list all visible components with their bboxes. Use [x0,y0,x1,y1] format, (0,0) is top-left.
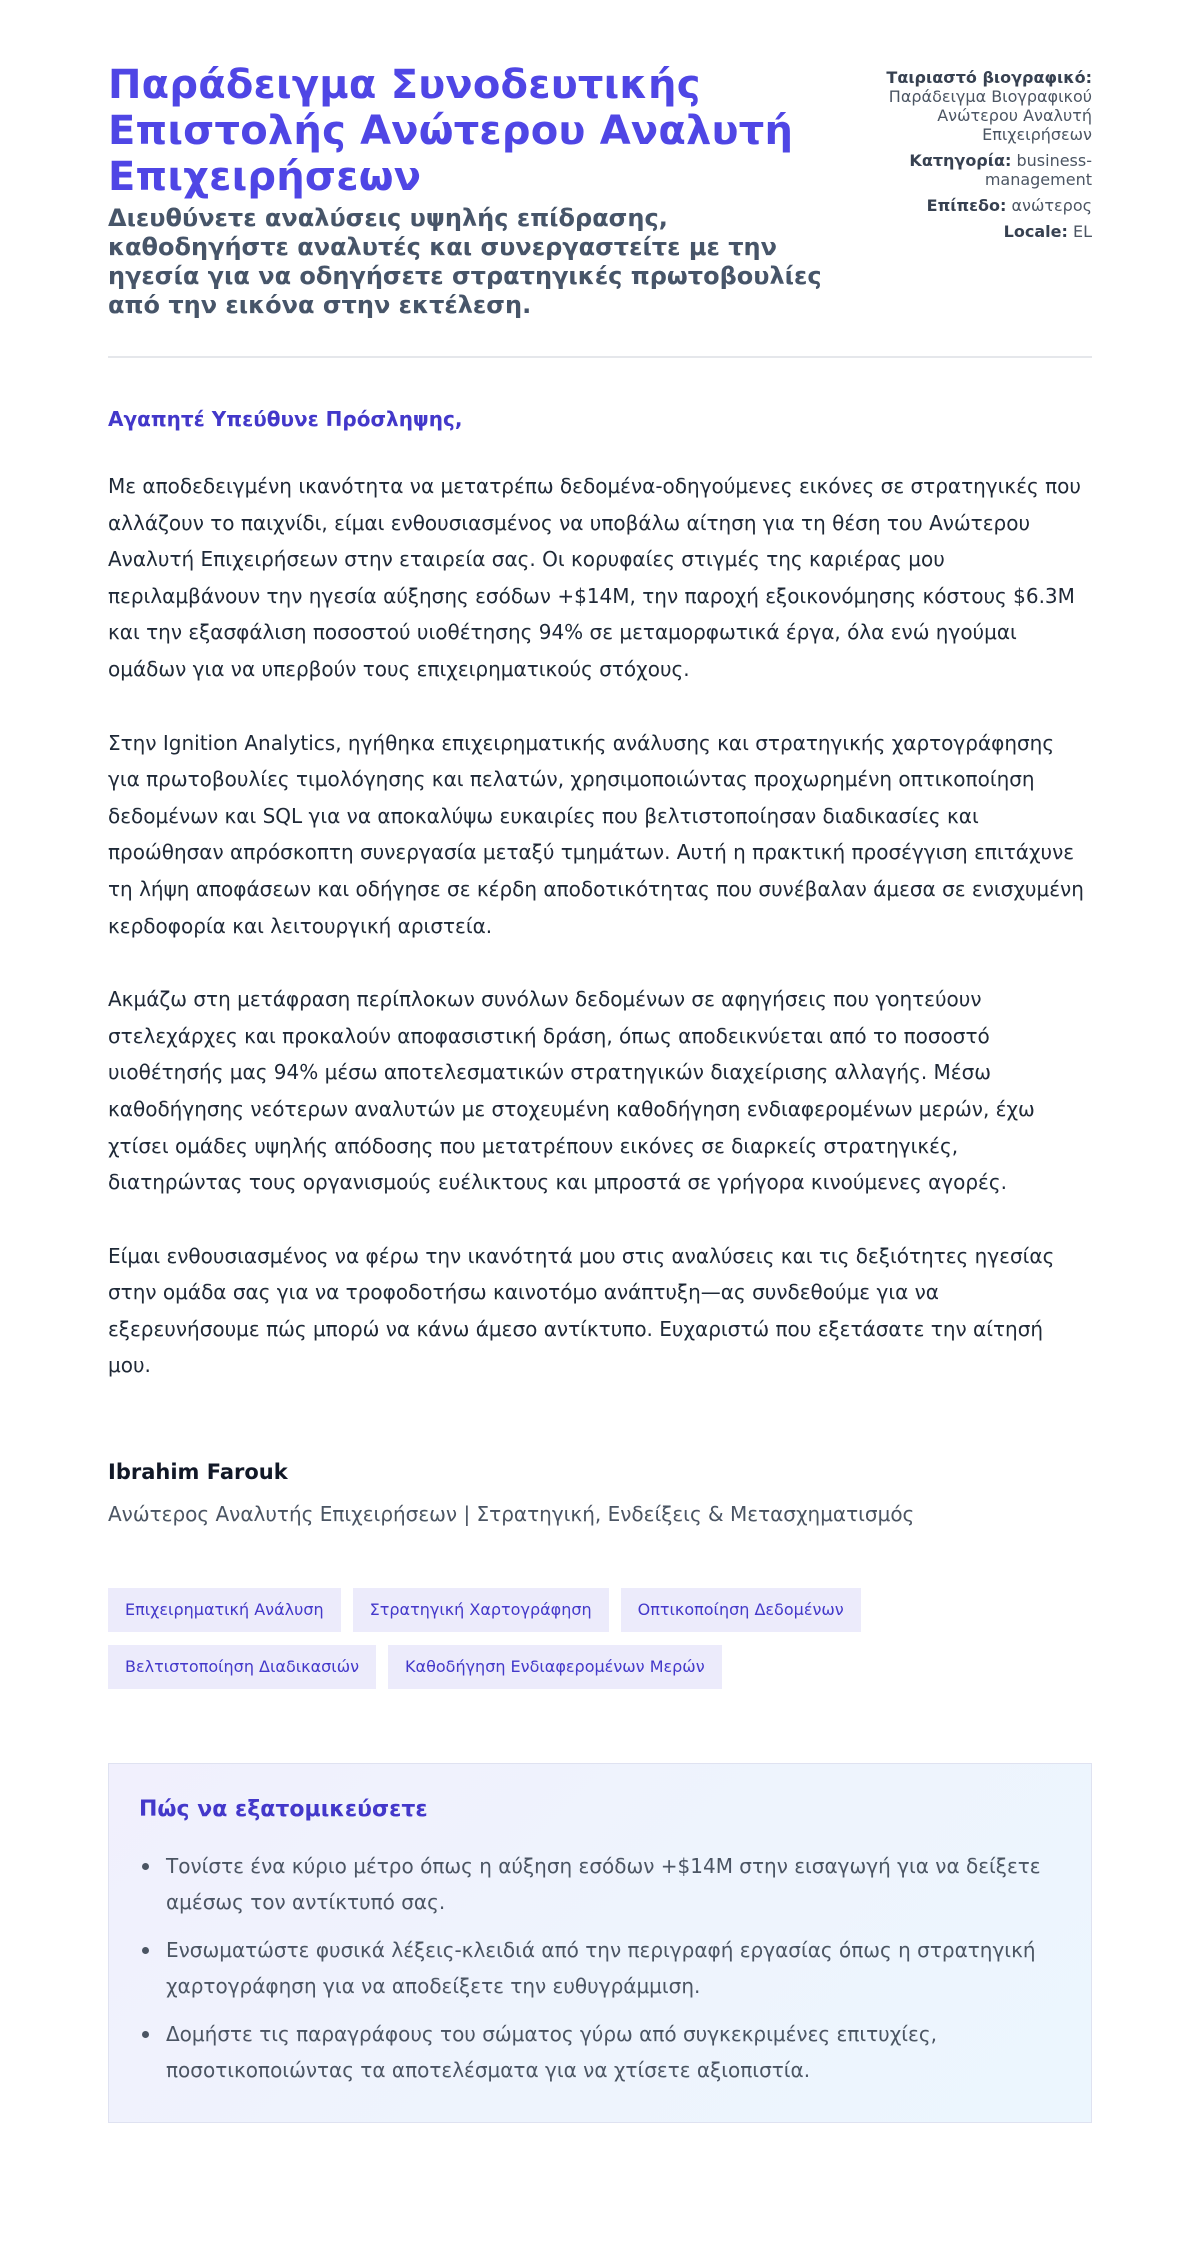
bullet-icon [142,1863,149,1870]
signature-name: Ibrahim Farouk [108,1460,288,1485]
letter-body [108,406,1092,1384]
letter-paragraph: Στην Ignition Analytics, ηγήθηκα επιχειρηματικής ανάλυσης και στρατηγικής χαρτογράφησης για πρωτοβουλίες τιμολόγησης και πελατών, χρησιμοποιώντας προχωρημένη οπτικοποίηση δεδομένων και SQL για να αποκαλύψω ευκαιρίες που βελτιστοποίησαν διαδικασίες και προώθησαν απρόσκοπτη συνεργασία μεταξύ τμημάτων. Αυτή η πρακτική προσέγγιση επιτάχυνε τη λήψη αποφάσεων και οδήγησε σε κέρδη αποδοτικότητας που συνέβαλαν άμεσα σε ενισχυμένη κερδοφορία και λειτουργική αριστεία. [108,730,1084,938]
tips-title: Πώς να εξατομικεύσετε [139,1797,428,1823]
meta-category [882,151,1092,189]
meta-panel [882,62,1092,248]
skill-tags [108,1588,928,1689]
meta-value: ανώτερος [1011,196,1092,215]
tips-list-item [139,1932,1061,2004]
letter-greeting: Αγαπητέ Υπεύθυνε Πρόσληψης, [108,407,463,431]
skill-tag: Καθοδήγηση Ενδιαφερομένων Μερών [388,1645,722,1689]
bullet-icon [142,2031,149,2038]
skill-tag: Οπτικοποίηση Δεδομένων [621,1588,861,1632]
skill-tag: Βελτιστοποίηση Διαδικασιών [108,1645,376,1689]
meta-matching-resume [882,68,1092,144]
tips-list [139,1848,1061,2088]
skill-tag: Επιχειρηματική Ανάλυση [108,1588,341,1632]
meta-value: EL [1072,222,1092,241]
signature-title: Ανώτερος Αναλυτής Επιχειρήσεων | Στρατηγική, Ενδείξεις & Μετασχηματισμός [108,1502,915,1527]
meta-locale [882,222,1092,241]
meta-label: Ταιριαστό βιογραφικό: [886,68,1092,87]
header-titles [108,62,828,320]
meta-label: Επίπεδο: [926,196,1007,215]
signature-block [108,1458,1092,1528]
bullet-icon [142,1947,149,1954]
page-header [108,62,1092,358]
page-title: Παράδειγμα Συνοδευτικής Επιστολής Ανώτερου Αναλυτή Επιχειρήσεων [108,62,794,200]
meta-label: Locale: [1003,222,1068,241]
letter-paragraph: Ακμάζω στη μετάφραση περίπλοκων συνόλων δεδομένων σε αφηγήσεις που γοητεύουν στελεχάρχες και προκαλούν αποφασιστική δράση, όπως αποδεικνύεται από το ποσοστό υιοθέτησής μας 94% μέσω αποτελεσματικών στρατηγικών διαχείρισης αλλαγής. Μέσω καθοδήγησης νεότερων αναλυτών με στοχευμένη καθοδήγηση ενδιαφερομένων μερών, έχω χτίσει ομάδες υψηλής απόδοσης που μετατρέπουν εικόνες σε διαρκείς στρατηγικές, διατηρώντας τους οργανισμούς ευέλικτους και μπροστά σε γρήγορα κινούμενες αγορές. [108,987,1035,1195]
tip-text: Ενσωματώστε φυσικά λέξεις-κλειδιά από την περιγραφή εργασίας όπως η στρατηγική χαρτογράφηση για να αποδείξετε την ευθυγράμμιση. [166,1938,1036,1999]
meta-value: business-management [984,151,1092,189]
tip-text: Δομήστε τις παραγράφους του σώματος γύρω από συγκεκριμένες επιτυχίες, ποσοτικοποιώντας τα αποτελέσματα για να χτίσετε αξιοπιστία. [166,2022,937,2083]
tips-list-item [139,2016,1061,2088]
letter-paragraph: Με αποδεδειγμένη ικανότητα να μετατρέπω δεδομένα-οδηγούμενες εικόνες σε στρατηγικές που αλλάζουν το παιχνίδι, είμαι ενθουσιασμένος να υποβάλω αίτηση για τη θέση του Ανώτερου Αναλυτή Επιχειρήσεων στην εταιρεία σας. Οι κορυφαίες στιγμές της καριέρας μου περιλαμβάνουν την ηγεσία αύξησης εσόδων +$14M, την παροχή εξοικονόμησης κόστους $6.3M και την εξασφάλιση ποσοστού υιοθέτησης 94% σε μεταμορφωτικά έργα, όλα ενώ ηγούμαι ομάδων για να υπερβούν τους επιχειρηματικούς στόχους. [108,474,1081,681]
tip-text: Τονίστε ένα κύριο μέτρο όπως η αύξηση εσόδων +$14M στην εισαγωγή για να δείξετε αμέσως τον αντίκτυπό σας. [166,1854,1041,1915]
tips-list-item [139,1848,1061,1920]
page-subtitle: Διευθύνετε αναλύσεις υψηλής επίδρασης, καθοδηγήστε αναλυτές και συνεργαστείτε με την ηγεσία για να οδηγήσετε στρατηγικές πρωτοβουλίες από την εικόνα στην εκτέλεση. [108,204,822,319]
meta-label: Κατηγορία: [909,151,1012,170]
meta-resume-link[interactable]: Παράδειγμα Βιογραφικού Ανώτερου Αναλυτή Επιχειρήσεων [888,87,1092,144]
letter-paragraph: Είμαι ενθουσιασμένος να φέρω την ικανότητά μου στις αναλύσεις και τις δεξιότητες ηγεσίας στην ομάδα σας για να τροφοδοτήσω καινοτόμο ανάπτυξη—ας συνδεθούμε για να εξερευνήσουμε πώς μπορώ να κάνω άμεσο αντίκτυπο. Ευχαριστώ που εξετάσατε την αίτησή μου. [108,1243,1055,1378]
meta-level [882,196,1092,215]
skill-tag: Στρατηγική Χαρτογράφηση [353,1588,609,1632]
customization-tips-box [108,1763,1092,2123]
